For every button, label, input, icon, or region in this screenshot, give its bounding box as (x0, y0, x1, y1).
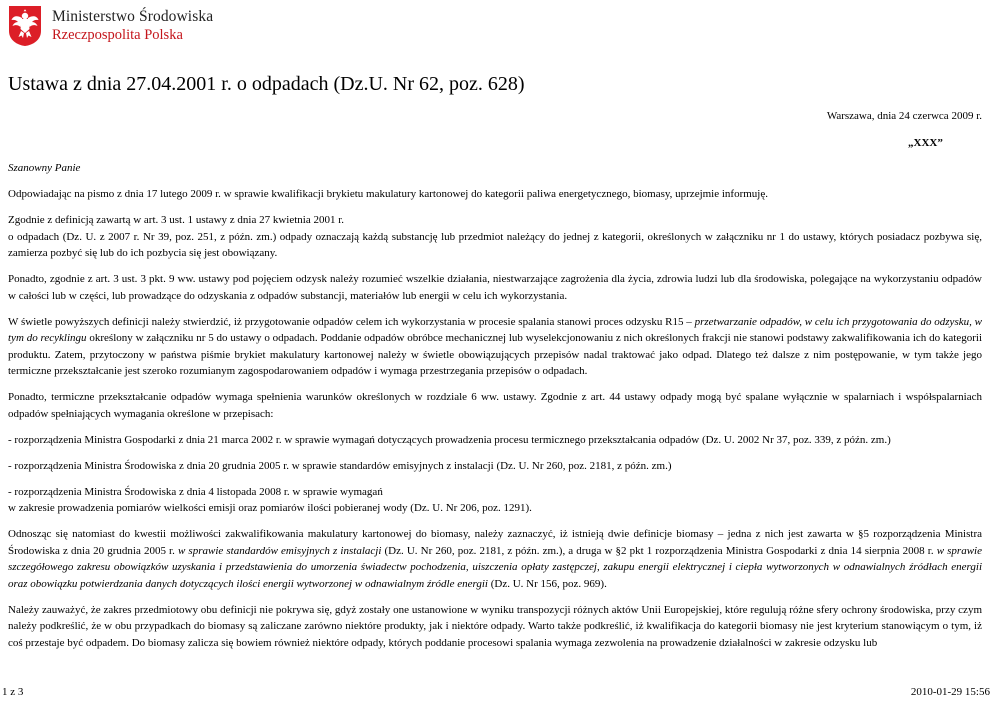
page-indicator: 1 z 3 (2, 686, 24, 698)
paragraph-4 (8, 314, 982, 380)
country-name: Rzeczpospolita Polska (52, 27, 183, 43)
paragraph-6-text-c: (Dz. U. Nr 260, poz. 2181, z późn. zm.), a druga w §2 pkt 1 rozporządzenia Ministra Gospodarki z dnia 14 sierpnia 2008 r. (381, 544, 937, 557)
print-timestamp: 2010-01-29 15:56 (910, 686, 990, 698)
paragraph-6-italic-title-2: w sprawie szczegółowego zakresu obowiązków uzyskania i przedstawienia do umorzenia świadectw pochodzenia, uiszczenia opłaty zastępczej, zakupu energii elektrycznej i ciepła wytworzonych w odnawialnych źródłach energii oraz obowiązku potwierdzania danych dotyczących ilości energii wytworzonej w odnawialnym źródle energii (8, 544, 982, 590)
paragraph-4-italic-definition: przetwarzanie odpadów, w celu ich przygotowania do odzysku, w tym do recyklingu (8, 315, 982, 344)
paragraph-2-rest: o odpadach (Dz. U. z 2007 r. Nr 39, poz. 251, z późn. zm.) odpady oznaczają każdą substancję lub przedmiot należący do jednej z kategorii, określonych w załączniku nr 1 do ustawy, których posiadacz pozbywa się, zamierza pozbyć się lub do ich pozbycia się jest obowiązany. (8, 230, 982, 259)
paragraph-6-text-e: (Dz. U. Nr 156, poz. 969). (487, 577, 607, 590)
ministry-brand (52, 8, 213, 44)
ministry-header (8, 5, 213, 47)
polish-eagle-emblem-icon (8, 5, 42, 47)
paragraph-4-text-a: W świetle powyższych definicji należy stwierdzić, iż przygotowanie odpadów celem ich wykorzystania w procesie spalania stanowi proces odzysku R15 – (8, 315, 695, 328)
paragraph-6-italic-title-1: w sprawie standardów emisyjnych z instalacji (177, 544, 382, 557)
paragraph-2-line-1: Zgodnie z definicją zawartą w art. 3 ust. 1 ustawy z dnia 27 kwietnia 2001 r. (8, 214, 345, 226)
paragraph-6-text-a: Odnosząc się natomiast do kwestii możliwości zakwalifikowania makulatury kartonowej do biomasy, należy zaznaczyć, iż istnieją dwie definicje biomasy – jedna z nich jest zawarta w §5 rozporządzenia Ministra Środowiska z dnia 20 grudnia 2005 r. (8, 528, 982, 557)
paragraph-5: Ponadto, termiczne przekształcanie odpadów wymaga spełnienia warunków określonych w rozdziale 6 ww. ustawy. Zgodnie z art. 44 ustawy odpady mogą być spalane wyłącznie w spalarniach i współspalarniach odpadów spełniających wymagania określone w przepisach: (8, 391, 982, 420)
ministry-name: Ministerstwo Środowiska (52, 8, 214, 25)
list-item-2: - rozporządzenia Ministra Środowiska z dnia 20 grudnia 2005 r. w sprawie standardów emisyjnych z instalacji (Dz. U. Nr 260, poz. 2181, z późn. zm.) (8, 459, 672, 472)
paragraph-3: Ponadto, zgodnie z art. 3 ust. 3 pkt. 9 ww. ustawy pod pojęciem odzysk należy rozumieć wszelkie działania, niestwarzające zagrożenia dla życia, zdrowia ludzi lub dla środowiska, polegające na wykorzystaniu odpadów w całości lub w części, lub prowadzące do odzyskania z odpadów substancji, materiałów lub energii w celu ich wykorzystania. (8, 273, 982, 302)
place-and-date: Warszawa, dnia 24 czerwca 2009 r. (826, 110, 982, 122)
paragraph-2 (8, 212, 982, 262)
list-item-3 (8, 484, 982, 517)
salutation: Szanowny Panie (8, 162, 81, 174)
paragraph-4-text-c: określony w załączniku nr 5 do ustawy o odpadach. Poddanie odpadów obróbce mechanicznej lub wyselekcjonowaniu z nich określonych frakcji nie stanowi podstawy zakwalifikowania ich do kategorii produktu. Zatem, przytoczony w państwa piśmie brykiet makulatury kartonowej należy w świetle obowiązujących przepisów nadal traktować jako odpad. Dlatego też dalsze z nim postępowanie, w tym także jego termiczne przekształcanie jest szeroko rozumianym zagospodarowaniem odpadów i wymaga przestrzegania przepisów o odpadach. (8, 332, 983, 377)
addressee: „XXX” (908, 137, 943, 149)
list-item-3-line-2: w zakresie prowadzenia pomiarów wielkości emisji oraz pomiarów ilości pobieranej wody (Dz. U. Nr 206, poz. 1291). (8, 502, 532, 514)
letter-body (8, 160, 982, 661)
paragraph-7: Należy zauważyć, że zakres przedmiotowy obu definicji nie pokrywa się, gdyż zostały one ustanowione w wyniku transpozycji różnych aktów Unii Europejskiej, które regulują różne sfery ochrony środowiska, przy czym należy podkreślić, że w obu przypadkach do biomasy są zaliczane zarówno niektóre produkty, jak i niektóre odpady. Warto także podkreślić, iż kwalifikacja do kategorii biomasy nie jest kryterium stanowiącym o tym, iż coś przestaje być odpadem. Do biomasy zalicza się bowiem również niektóre odpady, których poddanie procesowi spalania wymaga zezwolenia na prowadzenie działalności w zakresie odzysku lub (8, 603, 982, 649)
paragraph-1: Odpowiadając na pismo z dnia 17 lutego 2009 r. w sprawie kwalifikacji brykietu makulatury kartonowej do kategorii paliwa energetycznego, biomasy, uprzejmie informuję. (8, 188, 768, 200)
document-title: Ustawa z dnia 27.04.2001 r. o odpadach (Dz.U. Nr 62, poz. 628) (8, 73, 525, 95)
list-item-3-line-1: - rozporządzenia Ministra Środowiska z dnia 4 listopada 2008 r. w sprawie wymagań (8, 485, 383, 498)
paragraph-6 (8, 526, 982, 592)
list-item-1: - rozporządzenia Ministra Gospodarki z dnia 21 marca 2002 r. w sprawie wymagań dotyczących prowadzenia procesu termicznego przekształcania odpadów (Dz. U. 2002 Nr 37, poz. 339, z późn. zm.) (8, 433, 891, 446)
